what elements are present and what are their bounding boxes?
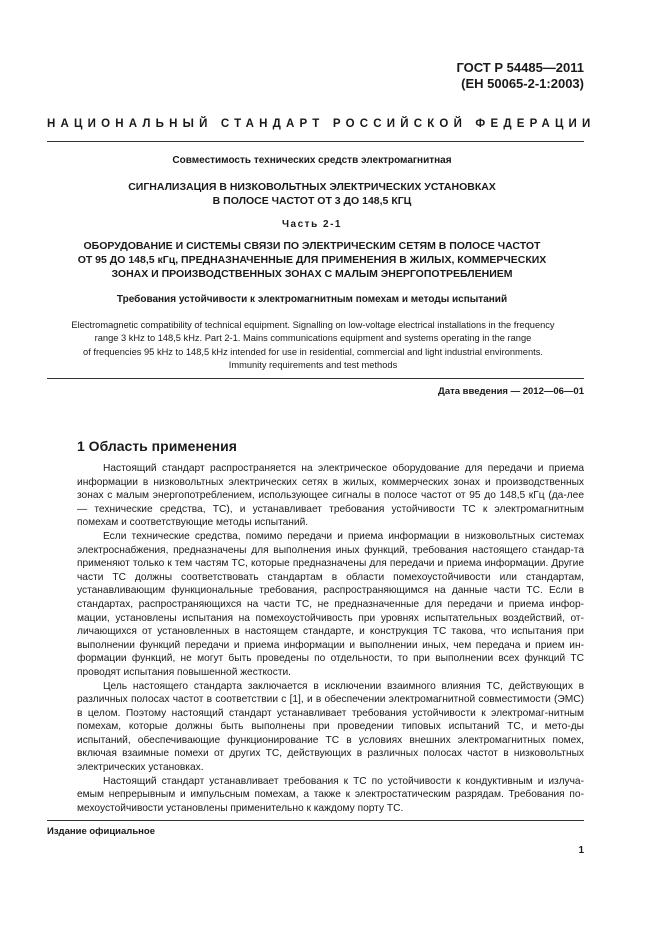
standard-code: ГОСТ Р 54485—2011 bbox=[456, 60, 584, 75]
section-title: 1 Область применения bbox=[77, 438, 237, 454]
subtitle-line: ЗОНАХ И ПРОИЗВОДСТВЕННЫХ ЗОНАХ С МАЛЫМ ЭНЕРГОПОТРЕБЛЕНИЕМ bbox=[111, 268, 513, 280]
standard-code-block bbox=[456, 60, 584, 92]
paragraph: Цель настоящего стандарта заключается в исключении взаимного влияния ТС, действующих в различных полосах частот в соответствии с [1], и в обеспечении электромагнитной совместимости (ЭМС) в целом. Поэтому настоящий стандарт устанавливает требования устойчивости к электромаг-нитным помехам, которые должны быть выполнены при проведении типовых испытаний ТС, и мето-ды испытаний, обеспечивающие функционирование ТС в условиях внешних электромагнитных помех, включая взаимные помехи от других ТС, действующих в различных полосах частот в низковольтных электрических установках. bbox=[77, 680, 584, 774]
english-title bbox=[30, 319, 596, 372]
main-title bbox=[40, 180, 584, 208]
english-title-line: Electromagnetic compatibility of technical equipment. Signalling on low-voltage electrical installations in the frequency bbox=[71, 320, 555, 330]
part-label: Часть 2-1 bbox=[282, 219, 342, 230]
subtitle-line: ОТ 95 ДО 148,5 кГц, ПРЕДНАЗНАЧЕННЫЕ ДЛЯ ПРИМЕНЕНИЯ В ЖИЛЫХ, КОММЕРЧЕСКИХ bbox=[77, 254, 547, 266]
paragraph: Настоящий стандарт распространяется на электрическое оборудование для передачи и приема информации в низковольтных электрических сетях в жилых, коммерческих зонах и производственных зонах с малым энергопотреблением, использующее сигналы в полосе частот от 95 до 148,5 кГц (да-лее — технические средства, ТС), и устанавливает требования устойчивости ТС к электромагнитным помехам и соответствующие методы испытаний. bbox=[77, 463, 584, 529]
english-title-line: Immunity requirements and test methods bbox=[228, 359, 398, 370]
divider bbox=[47, 378, 584, 379]
subtitle-line: ОБОРУДОВАНИЕ И СИСТЕМЫ СВЯЗИ ПО ЭЛЕКТРИЧЕСКИМ СЕТЯМ В ПОЛОСЕ ЧАСТОТ bbox=[83, 240, 541, 252]
equivalent-code: (ЕН 50065-2-1:2003) bbox=[461, 76, 584, 91]
divider bbox=[47, 141, 584, 142]
compatibility-line: Совместимость технических средств электромагнитная bbox=[172, 155, 452, 166]
section-body bbox=[77, 462, 584, 815]
official-edition-label: Издание официальное bbox=[47, 826, 155, 837]
main-title-line: СИГНАЛИЗАЦИЯ В НИЗКОВОЛЬТНЫХ ЭЛЕКТРИЧЕСКИХ УСТАНОВКАХ bbox=[128, 181, 496, 193]
main-title-line: В ПОЛОСЕ ЧАСТОТ ОТ 3 ДО 148,5 КГЦ bbox=[212, 195, 412, 207]
page-number: 1 bbox=[578, 845, 584, 856]
divider bbox=[47, 820, 584, 821]
national-standard-heading: НАЦИОНАЛЬНЫЙ СТАНДАРТ РОССИЙСКОЙ ФЕДЕРАЦИИ bbox=[47, 118, 596, 130]
english-title-line: of frequencies 95 kHz to 148,5 kHz intended for use in residential, commercial and light industrial environments. bbox=[83, 346, 543, 357]
paragraph: Настоящий стандарт устанавливает требования к ТС по устойчивости к кондуктивным и излуча-емым непрерывным и импульсным помехам, а также к электростатическим разрядам. Требования по-мехоустойчивости установлены применительно к каждому порту ТС. bbox=[77, 775, 584, 814]
paragraph: Если технические средства, помимо передачи и приема информации в низковольтных системах электроснабжения, предназначены для выполнения иных функций, требования настоящего стандар-та применяют только к тем частям ТС, которые предназначены для передачи и приема информации. Другие части ТС должны соответствовать стандартам в области помехоустойчивости или стандартам, устанавливающим функциональные требования, распространяющимся на данные части ТС. Если в стандартах, распространяющихся на части ТС, не предназначенные для передачи и приема инфор-мации, установлены испытания на помехоустойчивость при уровнях испытательных воздействий, от-личающихся от установленных в настоящем стандарте, и конструкция ТС такова, что испытания при выполнении функций передачи и приема информации и выполнении иных, чем передача и прием ин-формации функций, не могут быть проведены по отдельности, то при выполнении всех функций ТС проводят испытания повышенной жесткости. bbox=[77, 530, 584, 678]
requirements-line: Требования устойчивости к электромагнитным помехам и методы испытаний bbox=[116, 294, 508, 305]
english-title-line: range 3 kHz to 148,5 kHz. Part 2-1. Mains communications equipment and systems operating in the range bbox=[94, 333, 532, 344]
introduction-date: Дата введения — 2012—06—01 bbox=[438, 386, 584, 397]
subtitle bbox=[40, 239, 584, 281]
